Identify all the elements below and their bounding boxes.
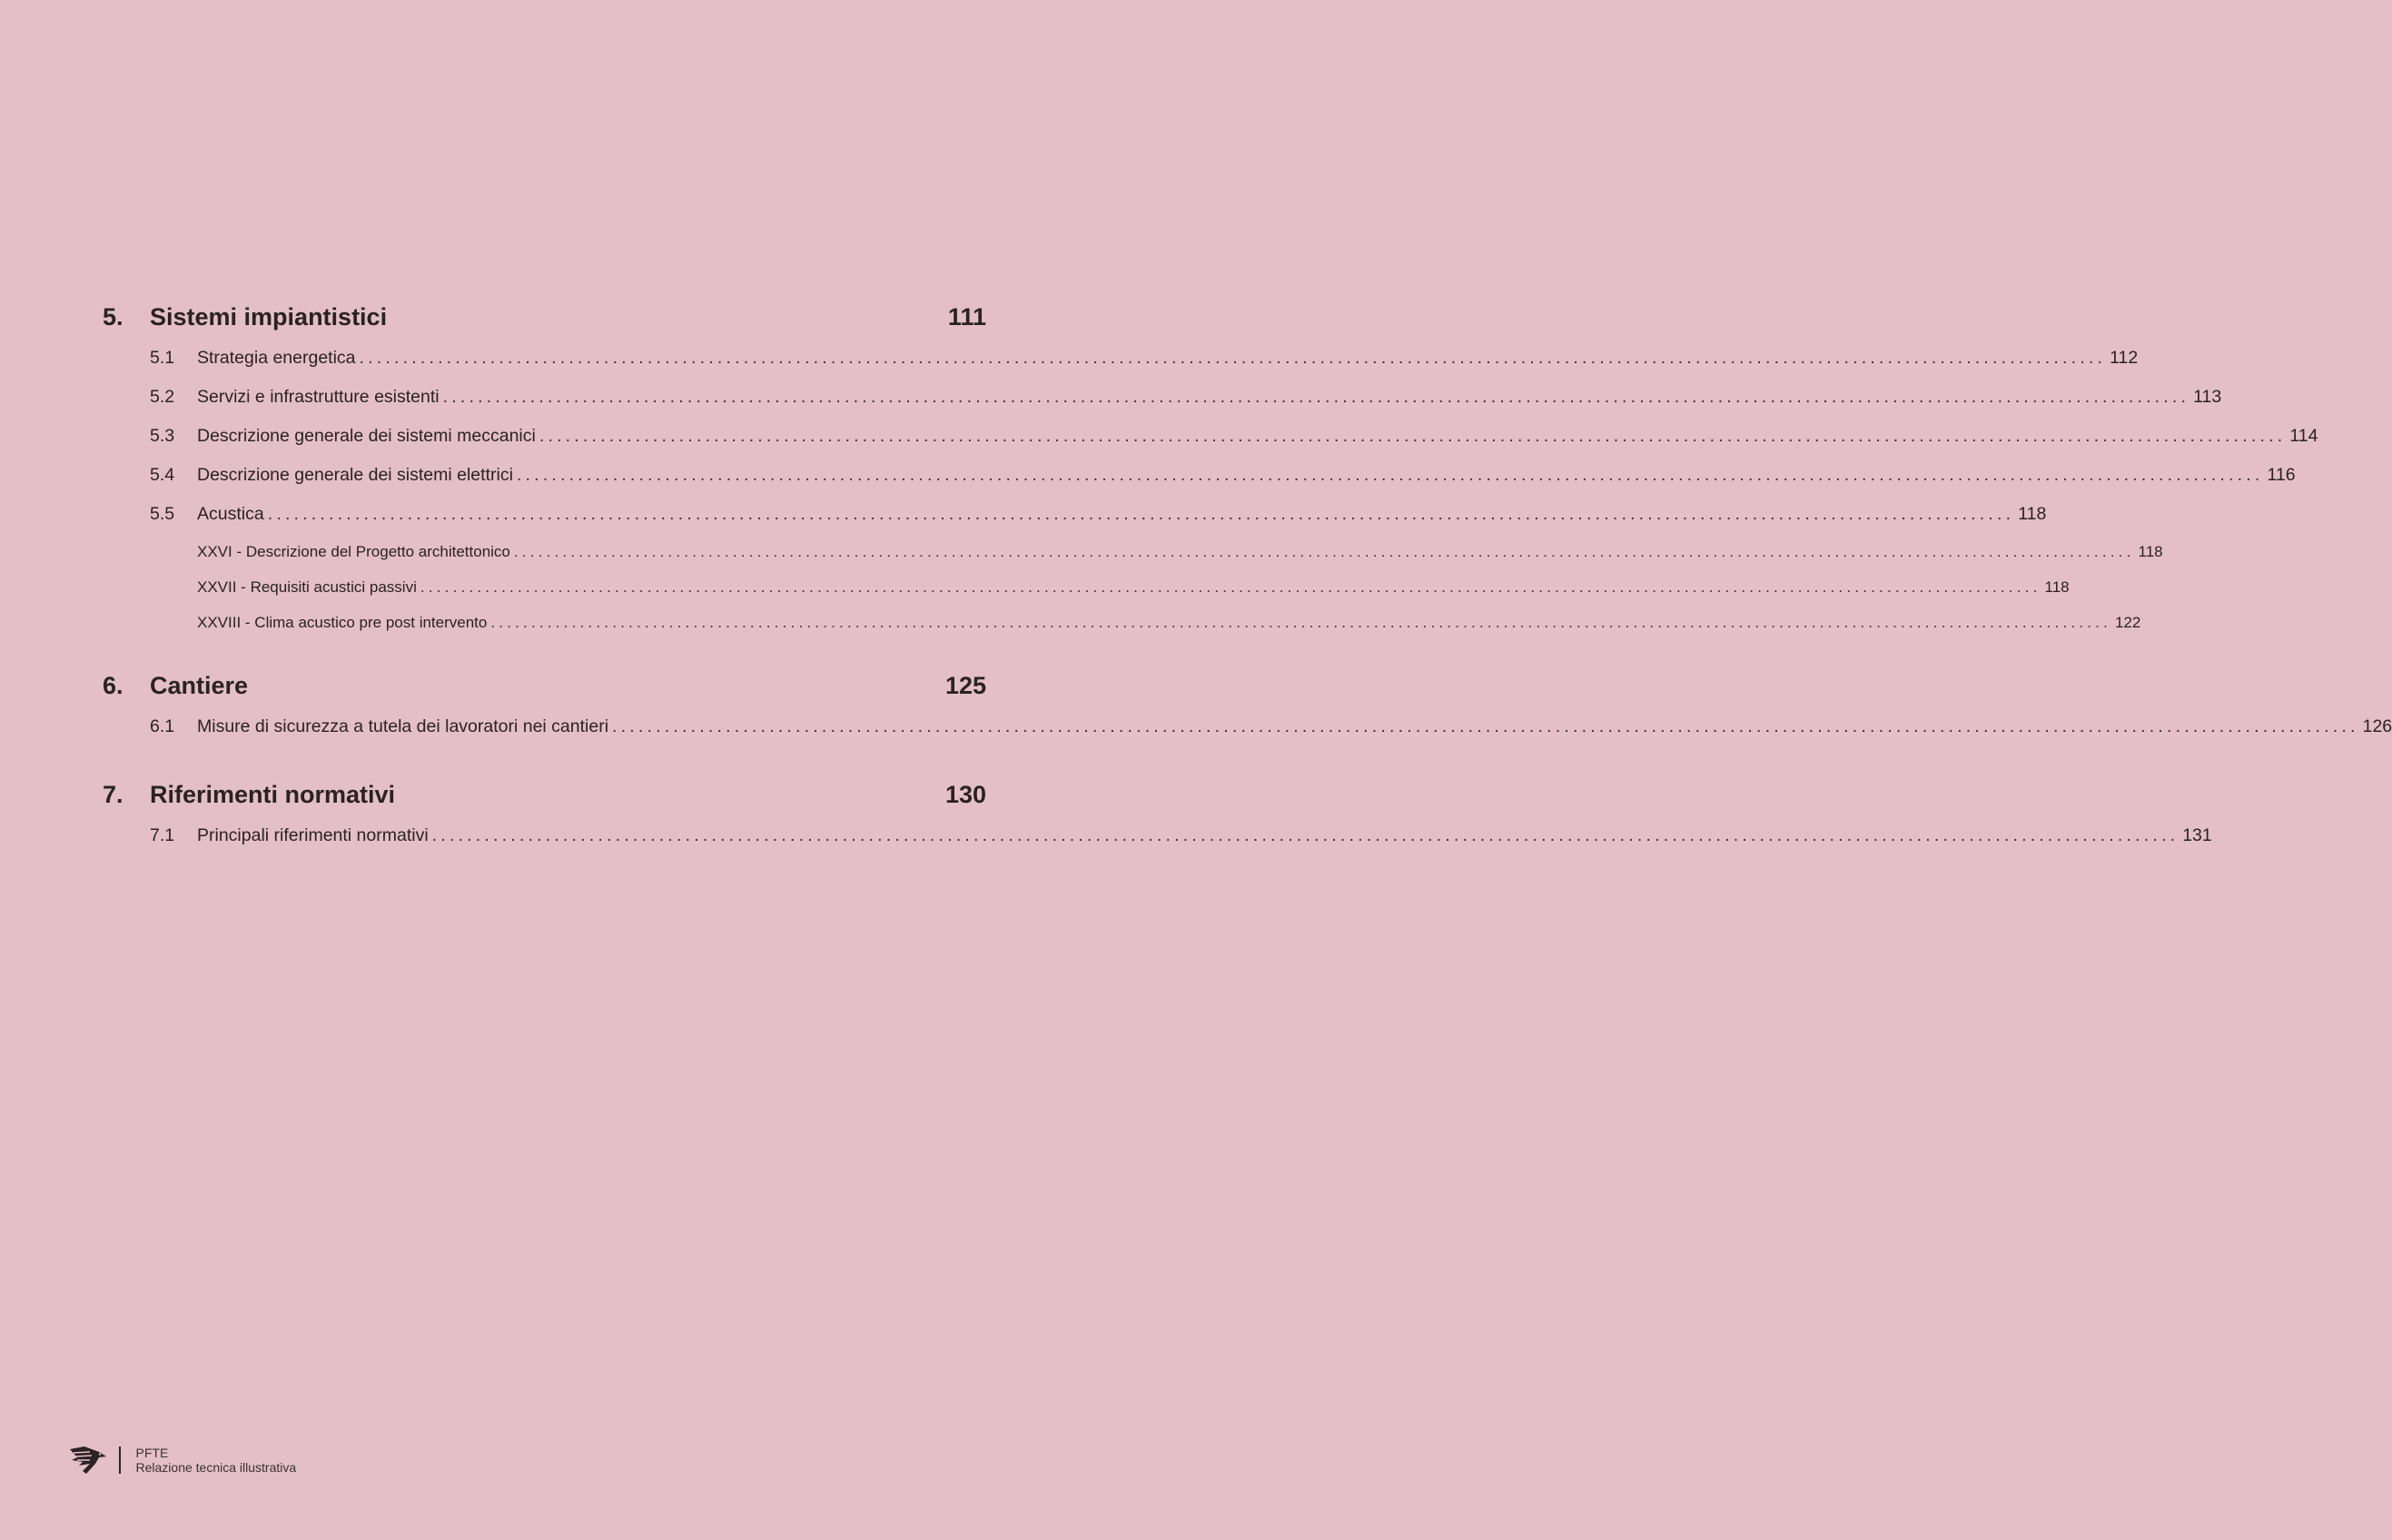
entry-title: Principali riferimenti normativi (197, 825, 429, 845)
entry-page: 116 (2267, 465, 2296, 485)
entry-number: 5.1 (150, 348, 175, 368)
toc-subentry[interactable] (150, 569, 2070, 605)
dot-leader: ........................................................................................................................................................................................................ (420, 578, 2041, 596)
entry-number: 5.5 (150, 504, 175, 524)
page-footer (68, 1444, 296, 1476)
entry-title: Descrizione generale dei sistemi meccanici (197, 426, 536, 446)
toc-subentry[interactable] (150, 605, 2141, 640)
chapter-number: 5. (103, 303, 124, 331)
entry-page: 114 (2289, 426, 2318, 446)
chapter-entries (150, 339, 2318, 640)
chapter-entries (150, 816, 2212, 855)
entry-number: 7.1 (150, 825, 175, 845)
subentry-page: 118 (2138, 543, 2163, 560)
dot-leader: ........................................................................................................................................................................................................ (513, 543, 2135, 560)
chapter-page: 125 (944, 672, 986, 699)
chapter-title: Riferimenti normativi (150, 781, 396, 808)
dot-leader: ........................................................................................................................................................................................................ (431, 825, 2179, 845)
toc-entry[interactable] (150, 707, 2392, 746)
dot-leader: ........................................................................................................................................................................................................ (612, 716, 2359, 736)
chapter-title: Sistemi impiantistici (150, 303, 388, 331)
entry-title: Misure di sicurezza a tutela dei lavoratori nei cantieri (197, 716, 609, 736)
toc-entry[interactable] (150, 339, 2139, 378)
dot-leader: ........................................................................................................................................................................................................ (267, 504, 2015, 524)
entry-title: Acustica (197, 504, 264, 524)
footer-subtitle: Relazione tecnica illustrativa (135, 1460, 297, 1475)
entry-page: 118 (2018, 504, 2047, 524)
entry-title: Strategia energetica (197, 348, 356, 368)
dot-leader: ........................................................................................................................................................................................................ (490, 614, 2111, 631)
subentry-title: XXVIII - Clima acustico pre post intervento (197, 614, 488, 631)
table-of-contents (103, 303, 2392, 855)
chapter-page: 111 (947, 303, 986, 331)
chapter-number: 6. (103, 672, 124, 699)
dot-leader: ........................................................................................................................................................................................................ (359, 348, 2107, 368)
toc-entry[interactable] (150, 495, 2047, 534)
toc-entry[interactable] (150, 417, 2318, 456)
subentry-title: XXVI - Descrizione del Progetto architettonico (197, 543, 510, 560)
dot-leader: ........................................................................................................................................................................................................ (539, 426, 2287, 446)
toc-subentry[interactable] (150, 534, 2163, 569)
toc-entry[interactable] (150, 456, 2296, 495)
chapter-title: Cantiere (150, 672, 249, 699)
footer-separator (119, 1446, 121, 1474)
chapter-heading[interactable] (103, 305, 986, 330)
footer-text (136, 1446, 297, 1475)
entry-number: 5.4 (150, 465, 175, 485)
chapter-heading[interactable] (103, 674, 986, 698)
dot-leader: ........................................................................................................................................................................................................ (516, 465, 2264, 485)
entry-page: 113 (2193, 387, 2222, 407)
subentry-page: 122 (2115, 614, 2141, 631)
entry-page: 126 (2362, 716, 2392, 736)
chapter-heading[interactable] (103, 783, 986, 807)
entry-title: Descrizione generale dei sistemi elettrici (197, 465, 513, 485)
subentry-title: XXVII - Requisiti acustici passivi (197, 578, 417, 596)
toc-entry[interactable] (150, 378, 2222, 417)
entry-number: 5.3 (150, 426, 175, 446)
chapter-page: 130 (944, 781, 986, 808)
dot-leader: ........................................................................................................................................................................................................ (442, 387, 2190, 407)
entry-page: 112 (2110, 348, 2139, 368)
toc-entry[interactable] (150, 816, 2212, 855)
entry-page: 131 (2182, 825, 2212, 845)
entry-number: 5.2 (150, 387, 175, 407)
subentry-page: 118 (2044, 578, 2070, 596)
chapter-number: 7. (103, 781, 124, 808)
chapter-entries (150, 707, 2392, 746)
eagle-logo-icon (68, 1444, 108, 1476)
entry-number: 6.1 (150, 716, 175, 736)
footer-title: PFTE (135, 1446, 169, 1460)
entry-title: Servizi e infrastrutture esistenti (197, 387, 440, 407)
